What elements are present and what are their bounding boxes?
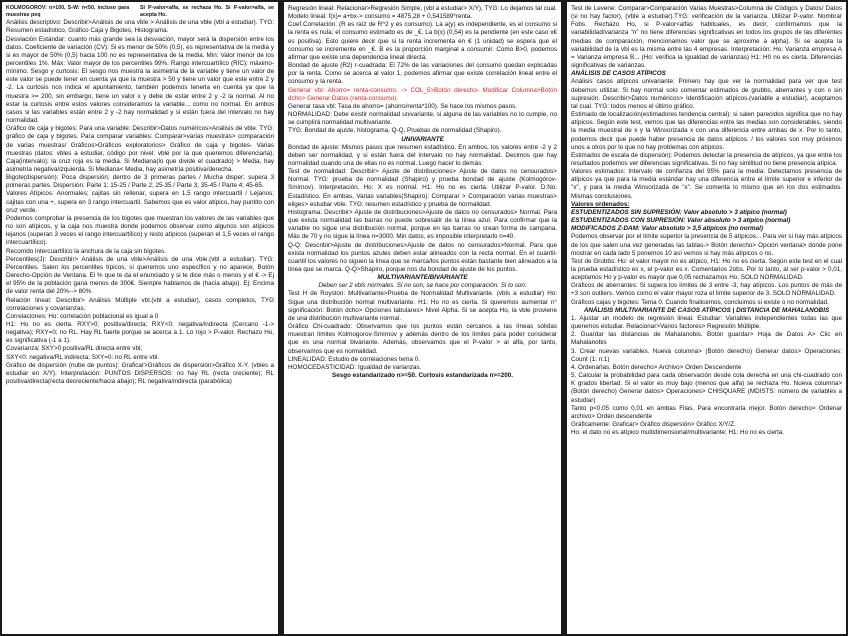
c1-p5: Podemos comprobar la presencia de los bigotes que muestran los valores de las variables que no son atípicos, y la caja nos muestra donde podemos observar como algunos son atípicos lejanos (superan 3 veces el rango intercuartílico) y resto atípicos (superan el 1,5 veces el rango intercuartílico). bbox=[6, 214, 274, 247]
column-1 bbox=[2, 2, 278, 634]
c1-p8: Relación lineal: Describir> Análisis Múltiple vbl.(vbl a estudiar), casos completos, TYG correlaciones y covarianzas. bbox=[6, 296, 274, 312]
c1-p10: H1: Ho no es cierta. RXY>0; positiva/directa; RXY<0; negativa/indirecta (Cercano -1-> negativa); RXY=0; no RL. Hay RL fuerte porque se acerca a 1. Lo rojo > P-valor. Rechazo Ho, es significativa (-1 a 1). bbox=[6, 320, 274, 345]
c3-p2: Análisis casos atípicos univariante: Primero hay que ver la normalidad para ver que test debemos utilizar. Si hay normal solo comentar estimados de grubbs, aberrantes y con o sin supresión. Describir>Datos numéricos> Identificación atípicos.(variable a estudiar), aceptamos tal cual. TYG: todos menos el último gráfico. bbox=[571, 78, 842, 110]
c2-p4: Generar tasa vbl: Tasa de ahorro= (ahorro/renta*100). Se hace los mismos pasos. bbox=[288, 102, 517, 110]
c1-p11: Covarianza: SXY>0:positiva/RL directa entre vbl; bbox=[6, 345, 143, 353]
c2-p11: Q-Q: Describir>Ajuste de distribuciones>Ajuste de datos no censurados>Normal. Para que exista normalidad los puntos azules deben estar alineados con la recta normal. En el cuantil-cuantil los valores no siguen la línea que se marca/los puntos están bastante bien alineados a la línea que se marca. Q-Q>Shapiro, porque nos da bondad de ajuste de los puntos. bbox=[288, 241, 557, 273]
c2-heading-univariante: UNIVARIANTE bbox=[401, 135, 444, 143]
header-right: Si P-valor<alfa, se rechaza Ho. Si P-valor>alfa, se acepta Ho. bbox=[140, 5, 274, 18]
c3-p13: Gráficos cajas y bigotes: Tema 0. Cuando finalicemos, concluimos si existe o no normalidad. bbox=[571, 298, 829, 306]
c2-p10: Histograma: Describir> Ajuste de distribuciones>Ajuste de datos no censurados> Normal. Para que exista normalidad las barras no puede sobresalir de la línea azul. Para confirmar que la variable no sigue una distribución normal, porque en las barras no crean forma de campana. Más de 70 y no sigue la línea n=3000. Min datos, es imposible interpretarlo n=40. bbox=[288, 208, 557, 241]
c3-p8: ESTUDENTIZADOS CON SUPRESIÓN: Valor absoluto > 3 atípico (normal) bbox=[571, 217, 791, 225]
c2-p15: Gráfico Chi-cuadrado: Observamos que los puntos están cercanos a las líneas sólidas muestran límites Kolmogorov-Smirnov y además dentro de los límites para poder considerar que es una normal bivariante. Además, observamos que el P-valor > al alfa, por tanto, observamos que es normalidad. bbox=[288, 323, 557, 355]
c3-p15: 1. Ajustar un modelo de regresión lineal. Estudiar: Variables independientes todas las que queremos estudiar. Relacionar>Varios factores> Regresión Múltiple. bbox=[571, 314, 842, 331]
c2-p13: Deben ser 2 vbls normales. Si no son, se hace por comparación. Si lo son: bbox=[318, 282, 527, 290]
c2-p18: Sesgo estandarizado n>=50. Curtosis estandarizada n>=200. bbox=[332, 372, 513, 380]
c3-p19: 5. Calcular la probabilidad para cada observación desde cola derecha en una chi-cuadrado con K grados libertad. Si el valor es muy bajo (menos que alfa) se rechaza Ho. Nueva columna> (Botón derecho) Generar datos> Operaciones> CHISQUARE (MDISTS: número de variables a estudiar) bbox=[571, 372, 842, 404]
c1-p1: Desviación Estándar: cuanto más grande sea la desviación, mayor será la dispersión entre los datos. Coeficiente de variación (CV): Si es menor de 50% (0,5), es representativa de la media y si es mayor de 50% (0,5) hacia 100 no es representativa de la media. Min: Valor menor de los percentiles 1%. Máx: Valor mayor de los percentiles 99%. Rango intercuartílico (RIC): máximo-mínimo. Sesgo y curtosis: El sesgo nos muestra la asimetría de la variable y tiene un valor de este valor se puede tener en cuenta ya que la muestra > 50 y tiene un valor que este entre 2 y -2. La curtosis nos indica el apuntamiento, también podemos tenerla en cuenta ya que la muestra >= 200, sin embargo, tiene un valor x y debe de estar entre 2 y -2 la normal. Al no estar la curtosis entre estos valores consideramos la variable... como no normal. En ambos casos si las variables están entre 2 y -2 hay normalidad y si están fuera del intervalo no hay normalidad. bbox=[6, 35, 274, 125]
c3-p4: Estimados de escala de dispersión): Podemos detectar la presencia de atípicos, ya que entre los resultados podemos ver diferencias significativas. Si no hay similitud no tiene presencia atípica. bbox=[571, 151, 842, 167]
c2-heading-multivariante: MULTIVARIANTE/BIVARIANTE bbox=[377, 274, 468, 282]
c2-p16: LINEALIDAD: Estudio de correlaciones tema 0. bbox=[288, 355, 420, 363]
c3-p0: Test de Levene: Comparar>Comparación Varias Muestras>Columna de Códigos y Datos/ Datos (si no hay factor), (vble a estudiar).TYG: verificación de la varianza. Utilizar P-valor. Nombrar Fobs. Rechazo Ho, si P-valor<alfas habituales, es decir, confirmamos que la variabilidad/varianza "n" no tiene diferencias significativas en todos los grupos de las diferentes medias de comparación, mencionamos valor que se aproxime a alpha). Si se acepta la variabilidad de la vbl es la misma entre las 4 empresas. Interpretación: Ho: Varianza empresa A = Varianza empresa B... (Ho: verifica la igualdad de varianzas) H1: H0 no es cierta. Diferencias significativas de varianzas. bbox=[571, 5, 842, 70]
header-left: KOLMOGOROV: n>100, S-W: n<50, incluso para muestras peq bbox=[6, 5, 130, 18]
column-1-header bbox=[6, 5, 274, 18]
c2-p5: NORMALIDAD: Debe existir normalidad univariante, si alguna de las variables no lo cumple, no se cumplirá normalidad multivariante. bbox=[288, 111, 557, 127]
c1-p7: Percentiles(J): Describir> Análisis de una vble>Análisis de una vble.(vbl a estudiar). TYG: Percentiles. Salen los percentiles típicos, si queremos uno específico y no aparece, Botón Derecho-Opción de Ventana. El % que te da el enunciado y si te dice más o menos y el € -> Ej el 95% de la población gana menos de 300€. Siempre hablamos de (hacia abajo). Ej: Encima de valor renta del 20%--> 80%. bbox=[6, 255, 274, 296]
c3-p20: Tanto p<0,05 como 0,01 en ambas Filas. Para encontrarla mejor. Botón derecho> Ordenar archivo> Orden descendente bbox=[571, 404, 842, 420]
column-2 bbox=[284, 2, 561, 634]
c2-p14: Test H de Royston: Multivariante>Prueba de Normalidad Multivariante. (vbls a estudiar) Ho: Sigue una distribución normal multivariante. H1: Ho no es cierta. Si queremos aumentar n° significación: Botón dcho> Opciones tabulares> Nivel Alpha. Si se acepta Ho, la vble proviene de una distribución multivariante normal. bbox=[288, 290, 557, 322]
c2-p17: HOMOCEDASTICIDAD: Igualdad de varianzas. bbox=[288, 363, 422, 371]
c2-p2: Bondad de ajuste (R2) r-cuadrada: El 72% de las variaciones del consumo quedan explicadas por la renta. Como se acerca al valor 1, podemos afirmar que existe correlación lineal entre el consumo y la renta. bbox=[288, 62, 557, 86]
c2-p0: Regresión lineal: Relacionar>Regresión Simple, (vbl a estudiar> X/Y), TYG: Lo dejamos tal cual. Modelo lineal: f(x)= a+bx-> consumo = 4875,28 + 0,541589*renta. bbox=[288, 5, 557, 21]
c1-p12: SXY<0: negativa/RL indirecta; SXY=0: no RL entre vbl. bbox=[6, 353, 160, 361]
c2-p1: Coef.Correlación: (R es raíz de R^2 y es consumo). La a(y) es independiente, es el consumo si la renta es nula; el consumo estimado es de _€. La b(x) (0,54) es la pendiente (en este caso x€ es positiva). Esto quiere decir que si la renta incrementa en € (1 unidad) se espera que el consumo se incremente en _€. B es la proporción marginal a consumir. Como B>0, podemos afirmar que existe una dependencia lineal directa. bbox=[288, 21, 557, 61]
c3-p16: 2. Guardar las distancias de Mahalanobis. Botón guardar> Hoja de Datos A> Clic en Mahalanobis bbox=[571, 331, 842, 347]
c3-p11: Test de Grubbs: Ho: el valor mayor no es atípico, H1: Ho no es cierta. Según este test en el cual la prueba estadístico es x, el p-valor es x. Comentarios 2obs. Por lo tanto, al ser p-valor > 0,01, aceptamos Ho y p-valor es mayor que 0,05 rechazamos Ho. SOLO NORMALIDAD. bbox=[571, 257, 842, 282]
c1-p9: Correlaciones: Ho: correlación poblacional es igual a 0 bbox=[6, 312, 159, 320]
c3-p6: Valores ordenados: bbox=[571, 200, 630, 208]
c1-p3: Bigote(dispersión): Poca dispersión; dentro de 3 primeras partes / Mucha disper; supera 3 primeras partes. Dispersión: Parte 1; 15-25 / Parte 2; 25-35 / Parte 3; 35-45 / Parte 4; 45-65. bbox=[6, 174, 274, 190]
c3-heading-mahalanobis: ANÁLISIS MULTIVARIANTE DE CASOS ATÍPICOS | DISTANCIA DE MAHALANOBIS bbox=[583, 306, 830, 314]
c2-p6: TYG: Bondad de ajuste, histograma, Q-Q, Pruebas de normalidad (Shapiro). bbox=[288, 127, 502, 135]
c1-p2: Gráfico de caja y bigotes: Para una variable: Describir>Datos numéricos>Análisis de vble. TYG: gráfico de caja y bigotes. Para comparar variables: Comparar>varias muestras> comparación de varias muestras/ Gráficos>Gráficos exploratorios> Gráfico de caja y bigotes- Varias muestras (datos: vbles a estudiar, código por nivel: vble por la que queremos diferenciarla). Caja(intervalo): la cruz roja es la media. Si Mediana(lo que divide el cuadrado) > Media, hay asimetría negativa/izquierda. Si Mediana< Media, hay asimetría positiva/derecha. bbox=[6, 125, 274, 173]
c3-p22: Ho: el dato no es atípico multidimensional/multivariante; H1: Ho no es cierta. bbox=[571, 429, 785, 437]
c1-p4: Valores Atípicos: Anormales; cajitas sin rellenar, supera en 1,5 rango intercuartil / Lejanos; cajitas con una +, supera en 3 rango intercuartil. Sabemos que es valor atípico, hay puntito con cruz verde. bbox=[6, 190, 274, 214]
c3-p10: Podemos observar por el límite superior la presencia de 5 atípicos... Para ver si hay más atípicos de los que salen una vez generadas las tablas-> Botón derecho> Opción ventana> donde pone mostrar en cada lado 5 ponemos 10 así vemos si hay más atípicos o no. bbox=[571, 233, 842, 257]
c3-p7: ESTUDENTIZADOS SIN SUPRESIÓN: Valor absoluto > 3 atípico (normal) bbox=[571, 208, 787, 216]
c3-p12: Gráficos de aberrantes: Si supera los límites de 3 entre -3, hay atípicos. Los puntos de más de +3 son outliers. Vemos como el valor mayor roza el límite superior de 3. SOLO NORMALIDAD. bbox=[571, 282, 842, 298]
c3-p17: 3. Crear nuevas variables. Nueva columna> (Botón derecho) Generar datos> Operaciones: Count (1: n:1) bbox=[571, 347, 842, 363]
c3-p21: Gráficamente: Graficar> Gráfico dispersión> Gráfico X/Y/Z. bbox=[571, 420, 736, 428]
column-3 bbox=[567, 2, 846, 634]
c2-p3: Generar vbl: Ahorro= renta-consumo. -> COL_5>Botón derecho- Modificar Columna>Botón dcho> Generar Datos (renta-consumo). bbox=[288, 86, 557, 102]
c1-p6: Recorrido intercuartílico la anchura de la caja sin bigotes. bbox=[6, 247, 166, 255]
c3-p3: Estimado de localización(estimadores tendencia central): si salen parecidos significa que no hay atípicos. Según este test, vemos que las diferencias entre las medias son considerables, siendo la media muestral de x y la Winsorizada x con una diferencia entre ambas de x. Por lo tanto, podemos decir que puede haber presencia de datos atípicos. / los valores son muy próximos unos a otros por lo que no hay problemas con atípicos. bbox=[571, 111, 842, 151]
c2-p9: Test de normalidad: Describir> Ajuste de distribuciones> Ajuste de datos no censurados> Normal. TYG: prueba de normalidad (Shapiro) y prueba bondad de ajuste (Kolmogórov-Smirnov). Interpretación. Ho: X es normal. H1: Ho no es cierta. Utilizar P-valor. D:No. Estadístico. En ambas, Varias variables(Shapiro): Comparar > Comparación varias muestras> eliges> estudiar vble. TYG: resumen estadístico y prueba de normalidad. bbox=[288, 168, 557, 208]
c3-heading-atipicos: ANÁLISIS DE CASOS ATÍPICOS bbox=[571, 70, 666, 78]
c3-p18: 4. Ordenarlas. Botón derecho> Archivo> Orden Descendente bbox=[571, 363, 742, 371]
c3-p9: MODIFICADOS Z-DAM: Valor absoluto > 3,5 atípicos (no normal) bbox=[571, 225, 764, 233]
c3-p5: Valores estimados: Intervalo de confianza del 95% para la media: Detectamos presencia de atípicos ya que para la media estándar hay una diferencia entre el límite superior e inferior de "x", y para la media Winsorizada de "x". Se comenta lo mismo que en los dos estimados. Mismas conclusiones. bbox=[571, 168, 842, 200]
c1-p13: Gráfico de dispersión (nube de puntos): Graficar>Gráficos de dispersión>Gráfico X-Y. (vbles a estudiar en X/Y). Interpretación: PUNTOS DISPERSOS: no hay RL (recta creciente); RL positiva/directa(recta decreciente/hacia abajo); RL negativa/indirecta (parabólica) bbox=[6, 361, 274, 386]
c2-p8: Bondad de ajuste: Mismos pasos que resumen estadístico. En ambos, los valores entre -2 y 2 deben ser normalidad, y si están fuera del intervalo no hay normalidad. Decimos que hay normalidad cuando una de ellas no es normal. Luego hacer lo demás: bbox=[288, 143, 557, 167]
c1-p0: Análisis descriptivo: Describir>Análisis de una vble > Análisis de una vble (vbl a estudiar). TYG: Resumen estadístico, Gráfico Caja y Bigotes, Histograma. bbox=[6, 19, 274, 35]
